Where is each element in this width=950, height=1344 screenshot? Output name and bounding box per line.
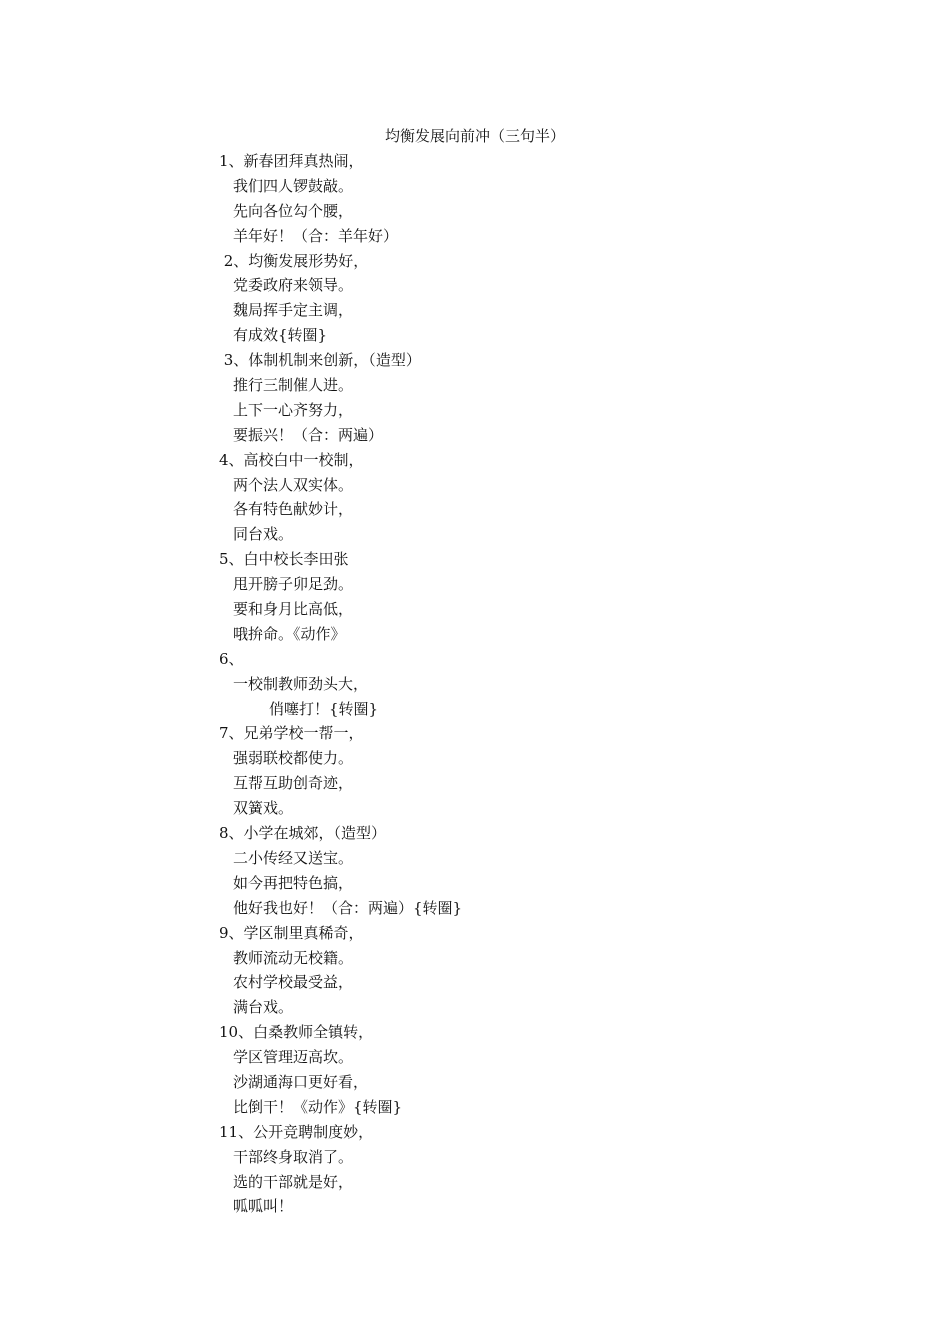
poem-line: 一校制教师劲头大， xyxy=(233,674,369,693)
poem-body xyxy=(219,149,779,1219)
poem-line: 沙湖通海口更好看， xyxy=(233,1072,369,1091)
poem-line: 教师流动无校籍。 xyxy=(233,948,354,967)
poem-line: 如今再把特色搞， xyxy=(233,873,354,892)
poem-line: 3、体制机制来创新，（造型） xyxy=(219,351,421,370)
poem-line: 比倒干！《动作》{转圈} xyxy=(233,1097,403,1116)
poem-line: 5、白中校长李田张 xyxy=(219,550,349,569)
poem-line: 学区管理迈高坎。 xyxy=(233,1048,354,1067)
poem-line: 选的干部就是好， xyxy=(233,1172,354,1191)
poem-line: 各有特色献妙计， xyxy=(233,500,354,519)
poem-line: 2、均衡发展形势好， xyxy=(219,251,369,270)
poem-line: 哦拚命。《动作》 xyxy=(233,624,346,643)
poem-line: 上下一心齐努力， xyxy=(233,400,354,419)
poem-line: 党委政府来领导。 xyxy=(233,276,354,295)
poem-line: 要和身月比高低， xyxy=(233,600,354,619)
poem-line: 8、小学在城郊，（造型） xyxy=(219,824,387,843)
poem-line: 推行三制催人进。 xyxy=(233,376,354,395)
poem-line: 满台戏。 xyxy=(233,998,294,1017)
poem-line: 魏局挥手定主调， xyxy=(233,301,354,320)
poem-line: 互帮互助创奇迹， xyxy=(233,774,354,793)
poem-line: 6、 xyxy=(219,649,244,668)
poem-line: 我们四人锣鼓敲。 xyxy=(233,176,354,195)
poem-line: 二小传经又送宝。 xyxy=(233,848,354,867)
poem-line: 同台戏。 xyxy=(233,525,294,544)
poem-line: 10、白桑教师全镇转， xyxy=(219,1023,374,1042)
poem-line: 11、公开竞聘制度妙， xyxy=(219,1122,374,1141)
poem-line: 农村学校最受益， xyxy=(233,973,354,992)
poem-line: 干部终身取消了。 xyxy=(233,1147,354,1166)
poem-line: 双簧戏。 xyxy=(233,799,294,818)
poem-line: 他好我也好！（合：两遍）{转圈} xyxy=(233,898,463,917)
poem-line: 1、新春团拜真热闹， xyxy=(219,152,364,170)
poem-line: 两个法人双实体。 xyxy=(233,475,354,494)
poem-line: 俏噻打！{转圈} xyxy=(269,699,379,718)
poem-line: 7、兄弟学校一帮一， xyxy=(219,724,364,743)
poem-line: 9、学区制里真稀奇， xyxy=(219,923,364,942)
poem-line: 先向各位勾个腰， xyxy=(233,201,354,220)
poem-line: 强弱联校都使力。 xyxy=(233,749,354,768)
poem-line: 呱呱叫！ xyxy=(233,1197,294,1216)
poem-line: 甩开膀子卯足劲。 xyxy=(233,575,354,594)
poem-line: 要振兴！（合：两遍） xyxy=(233,425,384,444)
poem-line: 4、高校白中一校制， xyxy=(219,450,364,469)
document-title: 均衡发展向前冲（三句半） xyxy=(384,127,565,145)
poem-line: 有成效{转圈} xyxy=(233,326,328,345)
poem-line: 羊年好！（合：羊年好） xyxy=(233,226,399,245)
